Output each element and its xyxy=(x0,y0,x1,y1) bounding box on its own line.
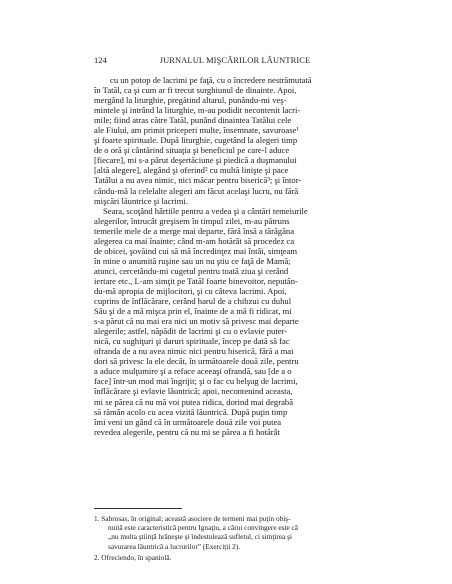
text-line: mi se părea că nu mă voi putea ridica, dorind mai degrabă xyxy=(94,396,294,407)
footnote-line: „nu multa ştiinţă hrăneşte şi îndestulează sufletul, ci simţirea şi xyxy=(108,532,292,542)
text-line: şi foarte spirituale. După liturghie, cugetând la alegeri timp xyxy=(94,135,298,146)
text-line: cu un potop de lacrimi pe faţă, cu o încredere nestrămutată xyxy=(110,75,312,85)
text-line: [fiecare], mi s-a părut deşertăciune şi piedică a duşmanului xyxy=(94,155,297,166)
footnote-separator xyxy=(94,508,182,509)
text-line: face] într-un mod mai îngrijit; şi o fac cu belşug de lacrimi, xyxy=(94,376,298,387)
main-text xyxy=(94,75,364,437)
running-header xyxy=(94,56,358,65)
text-line: în mine o anumită ruşine sau un nu ştiu ce faţă de Mamă; xyxy=(94,255,291,266)
text-line: nică, cu sughiţuri şi daruri spirituale, încep pe dată să fac xyxy=(94,336,290,347)
text-line: a aduce mulţumire şi a reface aceeaşi ofrandă, sau [de a o xyxy=(94,366,292,377)
text-line: cându-mă la celelalte alegeri am făcut acelaşi lucru, nu fără xyxy=(94,185,299,196)
text-line: alegerea ca mai înainte; când m-am hotărât să procedez ca xyxy=(94,235,295,246)
text-line: de obicei, şovăind cui să mă încredinţez mai întâi, simţeam xyxy=(94,245,298,256)
text-line: s-a părut că nu mai era nici un motiv să privesc mai departe xyxy=(94,316,299,327)
text-line: mintele şi intrând la liturghie, m-au podidit necontenit lacri- xyxy=(94,105,301,116)
text-line: du-mă apropia de mijlocitori, şi cu câteva lacrimi. Apoi, xyxy=(94,285,287,296)
text-line: înflăcărare şi evlavie lăuntrică; apoi, necontenind aceasta, xyxy=(94,386,293,397)
footnotes xyxy=(94,514,362,562)
text-line: alegerile; astfel, năpădit de lacrimi şi cu o evlavie puter- xyxy=(94,326,288,337)
text-line: temerile mele de a merge mai departe, fără însă a tărăgăna xyxy=(94,225,295,236)
running-title: JURNALUL MIŞCĂRILOR LĂUNTRICE xyxy=(159,56,311,65)
footnote-line: 2. Ofreciendo, în spaniolă. xyxy=(94,552,172,562)
text-line: în Tatăl, ca şi cum ar fi trecut surghiunul de dinainte. Apoi, xyxy=(94,85,297,96)
text-line: să rămân acolo cu acea vizită lăuntrică. După puţin timp xyxy=(94,406,288,417)
text-line: dori să privesc la ele decât, în următoarele două zile, pentru xyxy=(94,356,299,367)
text-line: Tatălui a nu avea nimic, nici măcar pentru biserică³; şi întor- xyxy=(94,175,302,186)
text-line: ale Fiului, am primit priceperi multe, însemnate, savuroase¹ xyxy=(94,125,299,136)
text-line: îmi veni un gând că în următoarele două zile voi putea xyxy=(94,416,282,427)
text-line: iertare etc., L-am simţit pe Tatăl foarte binevoitor, neputân- xyxy=(94,275,298,286)
text-line: ofranda de a nu avea nimic nici pentru biserică, fără a mai xyxy=(94,346,294,357)
footnote-line: savurarea lăuntrică a lucrurilor” (Exerciţii 2). xyxy=(108,541,241,551)
page-number: 124 xyxy=(94,56,108,65)
text-line: atunci, cercetându-mi cugetul pentru toată ziua şi cerând xyxy=(94,265,289,276)
text-line: revedea alegerile, pentru că nu mi se părea a fi hotărât xyxy=(94,426,280,437)
text-line: de o oră şi cântărind situaţia şi beneficiul pe care-l aduce xyxy=(94,145,290,156)
text-line: Seara, scoţând hârtiile pentru a vedea şi a cântări temeiurile xyxy=(103,205,308,216)
text-line: alegerilor, întrucât greşisem în timpul zilei, m-au pătruns xyxy=(94,215,290,226)
text-line: cuprins de înflăcărare, cerând harul de a chibzui cu duhul xyxy=(94,296,292,307)
text-line: Său şi de a mă mişca prin el, înainte de a mă fi ridicat, mi xyxy=(94,306,292,317)
footnote-line: nuită este caracteristică pentru Ignaţiu, a cărui convingere este că xyxy=(108,523,299,533)
footnote-line: 1. Sabrosas, în original; această asociere de termeni mai puţin obiş- xyxy=(94,514,291,523)
text-line: mişcări lăuntrice şi lacrimi. xyxy=(94,195,189,206)
text-line: [altă alegere], alegând şi oferind² cu multă linişte şi pace xyxy=(94,165,289,176)
text-line: mile; fiind atras către Tatăl, punând dinaintea Tatălui cele xyxy=(94,115,292,126)
text-line: mergând la liturghie, pregătind altarul, punându-mi veş- xyxy=(94,95,287,106)
